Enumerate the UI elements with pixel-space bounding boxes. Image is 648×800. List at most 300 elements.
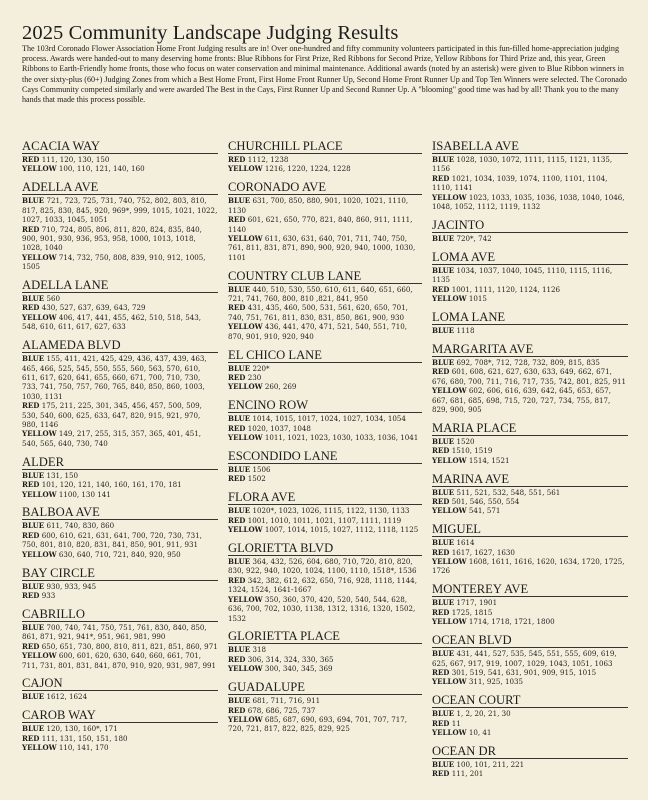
house-numbers: 301, 519, 541, 631, 901, 909, 915, 1015 xyxy=(451,667,597,677)
street-block xyxy=(432,694,628,737)
street-block xyxy=(228,542,422,623)
ribbon-label: RED xyxy=(22,641,40,651)
house-numbers: 318 xyxy=(252,645,267,655)
house-numbers: 1506 xyxy=(252,465,271,475)
ribbon-row xyxy=(22,303,218,312)
ribbon-label: YELLOW xyxy=(228,322,263,332)
house-numbers: 350, 360, 370, 420, 520, 540, 544, 628, 636, 700, 702, 1030, 1138, 1312, 1316, 1320, 1502, 1532 xyxy=(228,594,416,623)
ribbon-row xyxy=(22,196,218,224)
ribbon-label: RED xyxy=(432,284,450,294)
street-name: BALBOA AVE xyxy=(22,506,218,520)
ribbon-label: BLUE xyxy=(432,155,455,164)
ribbon-row xyxy=(432,446,628,455)
street-name: MONTEREY AVE xyxy=(432,583,628,597)
house-numbers: 430, 527, 637, 639, 643, 729 xyxy=(41,303,146,313)
ribbon-label: YELLOW xyxy=(432,192,467,202)
ribbon-label: BLUE xyxy=(228,645,251,655)
ribbon-row xyxy=(432,456,628,465)
street-name: GUADALUPE xyxy=(228,681,422,695)
street-block xyxy=(22,140,218,174)
house-numbers: 1020*, 1023, 1026, 1115, 1122, 1130, 1133 xyxy=(252,506,410,516)
house-numbers: 155, 411, 421, 425, 429, 436, 437, 439, 463, 465, 466, 525, 545, 550, 555, 560, 563, 570, 610, 611, 617, 620, 641, 655, 660, 671, 700, 710, 730, 733, 741, 750, 757, 760, 765, 840, 850, 860, 1003, 1030, 1131 xyxy=(22,354,207,401)
ribbon-row xyxy=(228,424,422,433)
house-numbers: 681, 711, 716, 911 xyxy=(252,696,321,706)
ribbon-label: BLUE xyxy=(432,709,455,719)
house-numbers: 1015 xyxy=(468,294,487,304)
street-name: ESCONDIDO LANE xyxy=(228,450,422,464)
house-numbers: 1614 xyxy=(456,538,475,548)
street-block xyxy=(228,140,422,174)
house-numbers: 630, 640, 710, 721, 840, 920, 950 xyxy=(58,549,181,559)
house-numbers: 220* xyxy=(252,363,270,373)
ribbon-label: RED xyxy=(228,575,246,585)
ribbon-row xyxy=(432,649,628,668)
house-numbers: 933 xyxy=(41,591,56,600)
street-name: OCEAN COURT xyxy=(432,694,628,708)
ribbon-label: RED xyxy=(432,667,450,677)
ribbon-label: BLUE xyxy=(22,354,45,364)
ribbon-label: RED xyxy=(22,530,40,540)
street-name: JACINTO xyxy=(432,219,628,233)
house-numbers: 300, 340, 345, 369 xyxy=(264,664,333,674)
street-name: MIGUEL xyxy=(432,523,628,537)
street-block xyxy=(432,219,628,243)
ribbon-row xyxy=(432,598,628,607)
ribbon-row xyxy=(228,303,422,322)
house-numbers: 1510, 1519 xyxy=(451,446,493,456)
ribbon-label: YELLOW xyxy=(228,714,263,724)
ribbon-row xyxy=(432,266,628,285)
ribbon-row xyxy=(228,155,422,164)
street-block xyxy=(22,608,218,670)
house-numbers: 1112, 1238 xyxy=(247,155,289,164)
house-numbers: 1608, 1611, 1616, 1620, 1634, 1720, 1725, 1726 xyxy=(432,557,625,576)
ribbon-label: RED xyxy=(432,173,450,183)
ribbon-row xyxy=(432,728,628,737)
house-numbers: 406, 417, 441, 455, 462, 510, 518, 543, 548, 610, 611, 617, 627, 633 xyxy=(22,312,202,332)
house-numbers: 631, 700, 850, 880, 901, 1020, 1021, 1110, 1130 xyxy=(228,196,409,215)
ribbon-row xyxy=(22,550,218,559)
ribbon-label: BLUE xyxy=(228,363,251,373)
ribbon-row xyxy=(22,401,218,429)
ribbon-row xyxy=(228,664,422,673)
house-numbers: 436, 441, 470, 471, 521, 540, 551, 710, 870, 901, 910, 920, 940 xyxy=(228,322,408,341)
ribbon-row xyxy=(22,743,218,752)
ribbon-label: YELLOW xyxy=(22,252,57,262)
ribbon-row xyxy=(22,642,218,651)
house-numbers: 11 xyxy=(451,718,461,728)
ribbon-row xyxy=(22,623,218,642)
ribbon-label: YELLOW xyxy=(228,594,263,604)
street-block xyxy=(228,349,422,392)
house-numbers: 431, 435, 460, 500, 531, 561, 620, 650, 701, 740, 751, 761, 811, 830, 831, 850, 861, 900, 930 xyxy=(228,303,408,322)
ribbon-label: YELLOW xyxy=(22,489,57,499)
street-name: GLORIETTA BLVD xyxy=(228,542,422,556)
ribbon-label: RED xyxy=(228,303,246,313)
ribbon-row xyxy=(228,715,422,734)
house-numbers: 692, 708*, 712, 728, 732, 809, 815, 835 xyxy=(456,357,600,367)
street-block xyxy=(432,140,628,211)
ribbon-row xyxy=(22,313,218,332)
ribbon-label: YELLOW xyxy=(228,233,263,243)
house-numbers: 1502 xyxy=(247,474,266,484)
ribbon-row xyxy=(432,608,628,617)
ribbon-label: YELLOW xyxy=(432,294,467,304)
ribbon-label: BLUE xyxy=(432,265,455,275)
street-block xyxy=(432,745,628,779)
ribbon-row xyxy=(432,548,628,557)
ribbon-label: YELLOW xyxy=(432,557,467,567)
street-block xyxy=(22,567,218,601)
ribbon-label: YELLOW xyxy=(22,549,57,559)
ribbon-label: RED xyxy=(228,705,246,715)
house-numbers: 611, 630, 631, 640, 701, 711, 740, 750, 761, 811, 831, 871, 890, 900, 920, 940, 1000, 1030, 1101 xyxy=(228,233,416,262)
results-column-2 xyxy=(228,140,422,741)
street-name: MARGARITA AVE xyxy=(432,343,628,357)
house-numbers: 560 xyxy=(46,294,61,304)
ribbon-row xyxy=(228,414,422,423)
house-numbers: 1216, 1220, 1224, 1228 xyxy=(264,164,351,174)
ribbon-row xyxy=(432,358,628,367)
street-name: CAROB WAY xyxy=(22,709,218,723)
ribbon-label: BLUE xyxy=(228,506,251,516)
street-name: ALAMEDA BLVD xyxy=(22,339,218,353)
ribbon-row xyxy=(22,591,218,600)
street-block xyxy=(22,506,218,559)
ribbon-label: RED xyxy=(432,769,450,779)
ribbon-label: YELLOW xyxy=(432,617,467,627)
house-numbers: 431, 441, 527, 535, 545, 551, 555, 609, 619, 625, 667, 917, 919, 1007, 1029, 1043, 1051, 1063 xyxy=(432,649,617,668)
ribbon-label: RED xyxy=(228,155,246,164)
ribbon-label: BLUE xyxy=(228,696,251,706)
house-numbers: 930, 933, 945 xyxy=(46,581,97,591)
house-numbers: 714, 732, 750, 808, 839, 910, 912, 1005, 1505 xyxy=(22,252,206,272)
ribbon-row xyxy=(228,706,422,715)
ribbon-label: YELLOW xyxy=(228,525,263,535)
ribbon-label: BLUE xyxy=(432,538,455,548)
ribbon-label: BLUE xyxy=(432,357,455,367)
street-block xyxy=(432,422,628,465)
ribbon-row xyxy=(432,386,628,414)
ribbon-row xyxy=(22,225,218,253)
house-numbers: 111, 131, 150, 151, 180 xyxy=(41,733,128,743)
street-name: ISABELLA AVE xyxy=(432,140,628,154)
ribbon-row xyxy=(432,488,628,497)
house-numbers: 120, 130, 160*, 171 xyxy=(46,724,118,734)
ribbon-label: RED xyxy=(22,401,40,411)
ribbon-row xyxy=(22,480,218,489)
house-numbers: 149, 217, 255, 315, 357, 365, 401, 451, 540, 565, 640, 730, 740 xyxy=(22,429,202,448)
ribbon-row xyxy=(432,557,628,576)
page-title: 2025 Community Landscape Judging Results xyxy=(22,22,399,44)
ribbon-row xyxy=(432,506,628,515)
ribbon-row xyxy=(228,525,422,534)
house-numbers: 511, 521, 532, 548, 551, 561 xyxy=(456,487,561,497)
house-numbers: 101, 120, 121, 140, 160, 161, 170, 181 xyxy=(41,480,182,490)
house-numbers: 110, 141, 170 xyxy=(58,743,109,753)
ribbon-label: YELLOW xyxy=(432,455,467,465)
street-block xyxy=(22,456,218,499)
house-numbers: 1014, 1015, 1017, 1024, 1027, 1034, 1054 xyxy=(252,414,406,424)
ribbon-label: BLUE xyxy=(22,294,45,304)
ribbon-label: RED xyxy=(228,515,246,525)
ribbon-row xyxy=(432,677,628,686)
ribbon-label: YELLOW xyxy=(432,677,467,687)
ribbon-row xyxy=(22,490,218,499)
house-numbers: 131, 150 xyxy=(46,470,79,480)
house-numbers: 1100, 130 141 xyxy=(58,489,111,499)
ribbon-label: BLUE xyxy=(228,557,251,567)
ribbon-row xyxy=(432,497,628,506)
ribbon-label: YELLOW xyxy=(228,664,263,674)
house-numbers: 685, 687, 690, 693, 694, 701, 707, 717, 720, 721, 817, 822, 825, 829, 925 xyxy=(228,714,408,734)
ribbon-row xyxy=(22,294,218,303)
street-name: ENCINO ROW xyxy=(228,399,422,413)
house-numbers: 100, 110, 121, 140, 160 xyxy=(58,164,145,174)
ribbon-row xyxy=(432,326,628,335)
ribbon-row xyxy=(228,373,422,382)
house-numbers: 1001, 1010, 1011, 1021, 1107, 1111, 1119 xyxy=(247,515,402,525)
ribbon-label: BLUE xyxy=(22,470,45,480)
house-numbers: 1612, 1624 xyxy=(46,692,88,702)
ribbon-label: BLUE xyxy=(228,414,251,424)
ribbon-row xyxy=(432,174,628,193)
street-block xyxy=(432,311,628,335)
ribbon-row xyxy=(432,294,628,303)
ribbon-label: RED xyxy=(432,607,450,617)
ribbon-row xyxy=(22,471,218,480)
ribbon-label: BLUE xyxy=(228,465,251,475)
results-column-3 xyxy=(432,140,628,786)
house-numbers: 306, 314, 324, 330, 365 xyxy=(247,654,334,664)
ribbon-row xyxy=(228,234,422,262)
ribbon-row xyxy=(228,382,422,391)
house-numbers: 111, 120, 130, 150 xyxy=(41,155,110,164)
ribbon-label: YELLOW xyxy=(22,312,57,322)
ribbon-row xyxy=(432,155,628,174)
house-numbers: 720*, 742 xyxy=(456,233,492,243)
house-numbers: 1714, 1718, 1721, 1800 xyxy=(468,617,555,627)
house-numbers: 601, 608, 621, 627, 630, 633, 649, 662, 671, 676, 680, 700, 711, 716, 717, 735, 742, 801, 825, 911 xyxy=(432,367,627,386)
house-numbers: 710, 724, 805, 806, 811, 820, 824, 835, 840, 900, 901, 930, 936, 953, 958, 1000, 1013, 1018, 1028, 1040 xyxy=(22,224,202,253)
ribbon-label: BLUE xyxy=(432,233,455,243)
ribbon-row xyxy=(432,617,628,626)
ribbon-label: BLUE xyxy=(22,622,45,632)
ribbon-label: BLUE xyxy=(432,436,455,446)
ribbon-row xyxy=(228,576,422,595)
ribbon-row xyxy=(22,164,218,173)
ribbon-label: BLUE xyxy=(22,724,45,734)
street-block xyxy=(432,473,628,516)
ribbon-row xyxy=(22,531,218,550)
ribbon-row xyxy=(432,285,628,294)
ribbon-label: RED xyxy=(432,367,450,377)
ribbon-label: RED xyxy=(22,155,40,164)
ribbon-row xyxy=(228,595,422,623)
ribbon-label: BLUE xyxy=(228,196,251,206)
ribbon-row xyxy=(432,760,628,769)
house-numbers: 1, 2, 20, 21, 30 xyxy=(456,709,511,719)
street-name: EL CHICO LANE xyxy=(228,349,422,363)
street-block xyxy=(22,181,218,271)
street-block xyxy=(22,339,218,448)
ribbon-row xyxy=(22,521,218,530)
house-numbers: 1021, 1034, 1039, 1074, 1100, 1101, 1104, 1110, 1141 xyxy=(432,173,608,193)
ribbon-row xyxy=(228,506,422,515)
street-name: LOMA AVE xyxy=(432,251,628,265)
ribbon-row xyxy=(228,364,422,373)
house-numbers: 175, 211, 225, 301, 345, 456, 457, 500, 509, 530, 540, 600, 625, 633, 647, 820, 915, 921, 970, 980, 1146 xyxy=(22,401,202,430)
ribbon-label: YELLOW xyxy=(228,164,263,174)
ribbon-row xyxy=(228,285,422,304)
house-numbers: 501, 546, 550, 554 xyxy=(451,496,520,506)
street-block xyxy=(432,251,628,304)
ribbon-row xyxy=(228,696,422,705)
house-numbers: 602, 606, 616, 639, 642, 645, 653, 657, 667, 681, 685, 698, 715, 720, 727, 734, 755, 817, 829, 900, 905 xyxy=(432,386,612,414)
ribbon-label: BLUE xyxy=(22,196,45,206)
ribbon-row xyxy=(432,668,628,677)
ribbon-row xyxy=(228,215,422,234)
street-block xyxy=(228,491,422,534)
street-block xyxy=(228,681,422,734)
ribbon-label: RED xyxy=(22,591,40,600)
ribbon-label: YELLOW xyxy=(22,164,57,174)
house-numbers: 342, 382, 612, 632, 650, 716, 928, 1118, 1144, 1324, 1524, 1641-1667 xyxy=(228,575,417,595)
house-numbers: 1028, 1030, 1072, 1111, 1115, 1121, 1135, 1156 xyxy=(432,155,613,174)
ribbon-label: RED xyxy=(432,547,450,557)
house-numbers: 10, 41 xyxy=(468,728,492,738)
ribbon-label: BLUE xyxy=(432,325,455,335)
ribbon-row xyxy=(228,164,422,173)
ribbon-row xyxy=(228,196,422,215)
house-numbers: 1001, 1111, 1120, 1124, 1126 xyxy=(451,284,561,294)
ribbon-row xyxy=(432,437,628,446)
street-name: OCEAN DR xyxy=(432,745,628,759)
ribbon-label: YELLOW xyxy=(22,651,57,661)
ribbon-row xyxy=(432,234,628,243)
house-numbers: 600, 601, 620, 630, 640, 660, 661, 701, 711, 731, 801, 831, 841, 870, 910, 920, 931, 987, 991 xyxy=(22,651,217,670)
ribbon-label: RED xyxy=(432,718,450,728)
house-numbers: 600, 610, 621, 631, 641, 700, 720, 730, 731, 750, 801, 810, 820, 831, 841, 850, 901, 911, 931 xyxy=(22,530,202,550)
ribbon-row xyxy=(228,322,422,341)
ribbon-row xyxy=(22,692,218,701)
house-numbers: 230 xyxy=(247,373,262,382)
house-numbers: 1520 xyxy=(456,436,475,446)
ribbon-label: RED xyxy=(22,224,40,234)
ribbon-row xyxy=(228,557,422,576)
ribbon-row xyxy=(22,253,218,272)
ribbon-row xyxy=(22,155,218,164)
street-name: MARINA AVE xyxy=(432,473,628,487)
ribbon-row xyxy=(228,465,422,474)
ribbon-row xyxy=(22,582,218,591)
ribbon-label: BLUE xyxy=(22,692,45,702)
house-numbers: 611, 740, 830, 860 xyxy=(46,521,115,531)
house-numbers: 700, 740, 741, 750, 751, 761, 830, 840, 850, 861, 871, 921, 941*, 951, 961, 981, 990 xyxy=(22,622,207,642)
ribbon-label: BLUE xyxy=(22,581,45,591)
ribbon-row xyxy=(228,433,422,442)
street-block xyxy=(22,677,218,701)
street-name: CAJON xyxy=(22,677,218,691)
street-name: CABRILLO xyxy=(22,608,218,622)
house-numbers: 1617, 1627, 1630 xyxy=(451,547,515,557)
street-block xyxy=(228,181,422,262)
ribbon-row xyxy=(432,193,628,212)
ribbon-row xyxy=(22,354,218,401)
street-block xyxy=(22,709,218,752)
house-numbers: 440, 510, 530, 550, 610, 611, 640, 651, 660, 721, 741, 760, 800, 810 ,821, 841, 950 xyxy=(228,284,413,304)
ribbon-label: BLUE xyxy=(432,649,455,659)
street-block xyxy=(432,523,628,576)
ribbon-row xyxy=(432,769,628,778)
street-name: OCEAN BLVD xyxy=(432,634,628,648)
house-numbers: 1011, 1021, 1023, 1030, 1033, 1036, 1041 xyxy=(264,433,419,443)
ribbon-label: BLUE xyxy=(22,521,45,531)
house-numbers: 1717, 1901 xyxy=(456,598,498,608)
street-name: COUNTRY CLUB LANE xyxy=(228,270,422,284)
house-numbers: 678, 686, 725, 737 xyxy=(247,705,316,715)
house-numbers: 601, 621, 650, 770, 821, 840, 860, 911, 1111, 1140 xyxy=(228,215,413,234)
intro-paragraph: The 103rd Coronado Flower Association Home Front Judging results are in! Over one-hundred and fifty community volunteers participated in this fun-filled home-appreciation judging process. Awards were handed-out to many deserving home fronts: Blue Ribbons for First Prize, Red Ribbons for Second Prize, Yellow Ribbons for Third Prize and, this year, Green Ribbons to Earth-Friendly home fronts, those who focus on water conservation and minimal maintenance. Additional awards (noted by an asterisk) were given to Blue Ribbon winners in the over sixty-plus (60+) Judging Zones from which a Best Home Front, First Home Front Runner Up, Second Home Front Runner Up and Top Ten Winners were selected. The Coronado Cays Community competed similarly and were awarded The Best in the Cays, First Runner Up and Second Runner Up. A "blooming" good time was had by all! Thank you to the many hands that made this process possible. xyxy=(22,44,627,105)
street-name: CORONADO AVE xyxy=(228,181,422,195)
ribbon-label: YELLOW xyxy=(432,386,467,396)
house-numbers: 541, 571 xyxy=(468,506,501,516)
ribbon-label: RED xyxy=(22,480,40,490)
ribbon-label: YELLOW xyxy=(432,506,467,516)
house-numbers: 1020, 1037, 1048 xyxy=(247,423,311,433)
house-numbers: 1007, 1014, 1015, 1027, 1112, 1118, 1125 xyxy=(264,525,419,535)
street-block xyxy=(228,450,422,484)
house-numbers: 650, 651, 730, 800, 810, 811, 821, 851, 860, 971 xyxy=(41,641,218,651)
ribbon-label: YELLOW xyxy=(228,433,263,443)
ribbon-row xyxy=(22,429,218,448)
ribbon-label: RED xyxy=(432,496,450,506)
ribbon-label: RED xyxy=(432,446,450,456)
street-name: ACACIA WAY xyxy=(22,140,218,154)
street-name: ALDER xyxy=(22,456,218,470)
ribbon-label: RED xyxy=(228,654,246,664)
house-numbers: 1118 xyxy=(456,325,475,335)
ribbon-row xyxy=(228,516,422,525)
street-name: LOMA LANE xyxy=(432,311,628,325)
ribbon-row xyxy=(228,645,422,654)
street-name: GLORIETTA PLACE xyxy=(228,630,422,644)
house-numbers: 100, 101, 211, 221 xyxy=(456,759,525,769)
results-column-1 xyxy=(22,140,218,760)
street-name: CHURCHILL PLACE xyxy=(228,140,422,154)
street-block xyxy=(228,630,422,673)
street-block xyxy=(432,583,628,626)
house-numbers: 364, 432, 526, 604, 680, 710, 720, 810, 820, 830, 922, 940, 1020, 1024, 1100, 1110, 1518*, 1536 xyxy=(228,557,417,576)
ribbon-label: BLUE xyxy=(432,487,455,497)
ribbon-label: RED xyxy=(22,733,40,743)
street-block xyxy=(228,270,422,341)
house-numbers: 111, 201 xyxy=(451,769,484,779)
ribbon-row xyxy=(22,651,218,670)
house-numbers: 260, 269 xyxy=(264,382,297,392)
street-name: BAY CIRCLE xyxy=(22,567,218,581)
ribbon-row xyxy=(22,724,218,733)
street-name: ADELLA LANE xyxy=(22,279,218,293)
ribbon-row xyxy=(22,734,218,743)
ribbon-row xyxy=(432,709,628,718)
house-numbers: 1725, 1815 xyxy=(451,607,493,617)
street-name: FLORA AVE xyxy=(228,491,422,505)
house-numbers: 1514, 1521 xyxy=(468,455,510,465)
ribbon-row xyxy=(432,719,628,728)
ribbon-label: YELLOW xyxy=(228,382,263,392)
ribbon-label: BLUE xyxy=(432,598,455,608)
